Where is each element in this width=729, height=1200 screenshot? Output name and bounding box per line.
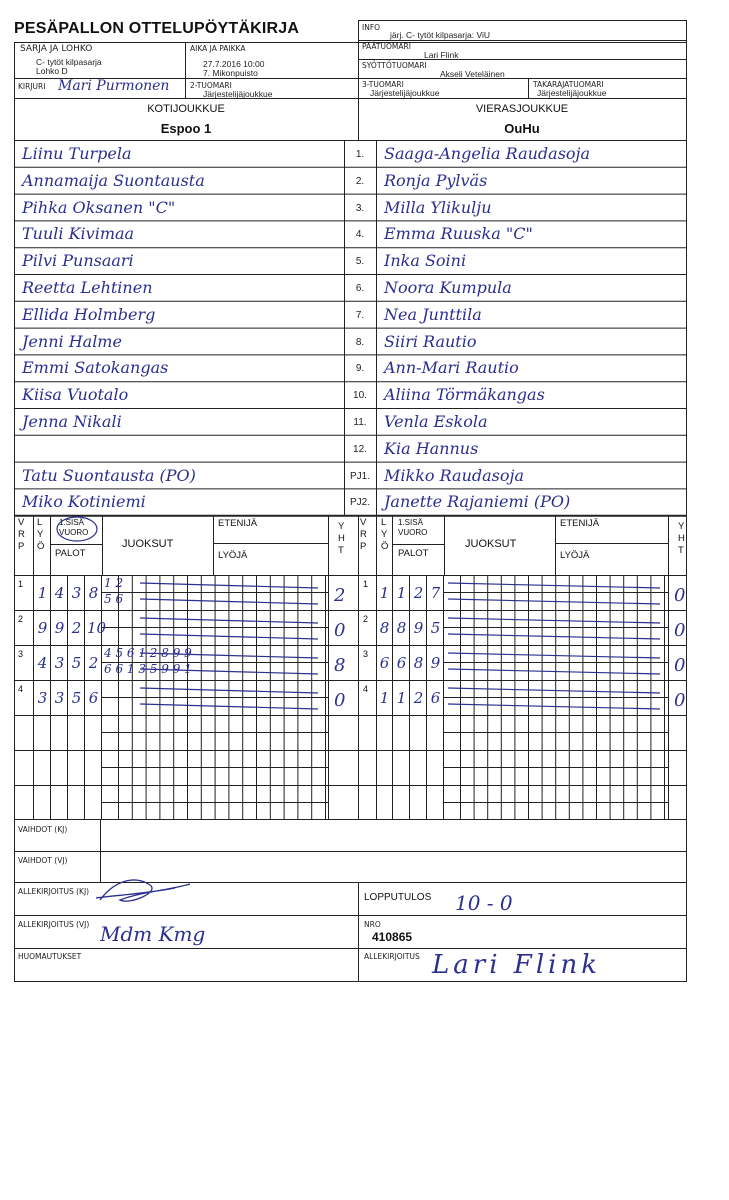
umpire3-value: Järjestelijäjoukkue (370, 88, 440, 98)
time-place-label: AIKA JA PAIKKA (190, 44, 246, 53)
away-player-name: Venla Eskola (384, 412, 488, 431)
head-umpire-label: PÄÄTUOMARI (362, 42, 411, 51)
info-label: INFO (362, 23, 381, 32)
home-inning-lyo: 4 (37, 654, 48, 672)
home-inning-total: 8 (334, 655, 346, 676)
subs-away-label: VAIHDOT (VJ) (18, 856, 68, 865)
nro-label: NRO (364, 920, 381, 929)
home-inning-vrp: 3 (18, 649, 24, 659)
player-number: PJ1. (349, 470, 370, 482)
home-inning-p3: 6 (88, 689, 99, 707)
nro-value: 410865 (372, 930, 413, 944)
home-inning-lyo: 3 (37, 689, 48, 707)
away-inning-vrp: 2 (363, 614, 369, 624)
away-inning-total: 0 (674, 585, 686, 606)
away-juoksut-header: JUOKSUT (465, 538, 517, 550)
home-player-name: Pilvi Punsaari (22, 251, 134, 271)
home-inning-vrp: 4 (18, 684, 24, 694)
info-value: järj. C- tytöt kilpasarja: ViU (390, 30, 490, 40)
back-umpire-value: Järjestelijäjoukkue (537, 88, 607, 98)
home-inning-p2: 5 (71, 689, 82, 707)
home-juoksut-header: JUOKSUT (122, 538, 174, 550)
sign-home-label: ALLEKIRJOITUS (KJ) (18, 887, 90, 896)
away-inning-vrp: 1 (363, 579, 369, 589)
home-player-name: Miko Kotiniemi (22, 492, 146, 512)
home-inning-p1: 4 (54, 584, 65, 602)
home-inning-p2: 5 (71, 654, 82, 672)
head-umpire-value: Lari Flink (424, 50, 459, 60)
home-inning-p1: 3 (54, 689, 65, 707)
away-inning-lyo: 6 (379, 654, 390, 672)
home-inning-p1: 9 (54, 619, 65, 637)
home-yht-header: Y H T (338, 521, 345, 556)
away-inning-p3: 5 (430, 619, 441, 637)
home-player-name: Tuuli Kivimaa (22, 224, 135, 244)
player-number: PJ2. (349, 497, 370, 509)
away-player-name: Milla Ylikulju (384, 197, 492, 217)
away-player-name: Saaga-Angelia Raudasoja (384, 144, 591, 163)
home-inning-p3: 10 (87, 619, 107, 637)
home-inning-p2: 2 (71, 619, 82, 637)
away-inning-p1: 1 (396, 584, 407, 602)
away-player-name: Noora Kumpula (384, 278, 512, 297)
home-lyo-header: L Y Ö (37, 517, 45, 552)
final-value: 10 - 0 (455, 891, 513, 915)
date-value: 27.7.2016 10:00 (203, 59, 265, 69)
away-inning-lyo: 1 (379, 689, 390, 707)
away-sisa-header: 1.SISÄ VUORO (398, 518, 428, 537)
home-inning-p2: 3 (71, 584, 82, 602)
home-inning-runs-top: 1 2 (104, 576, 124, 590)
away-lyo-header: L Y Ö (381, 517, 389, 552)
home-inning-runs-bottom: 5 6 (104, 592, 124, 606)
away-inning-total: 0 (674, 655, 686, 676)
home-sisa-header: 1.SISÄ VUORO (59, 518, 89, 537)
pitch-umpire-label: SYÖTTÖTUOMARI (362, 61, 427, 70)
player-number: 3. (355, 202, 365, 214)
sign-value: Lari Flink (432, 950, 601, 980)
player-number: 8. (355, 336, 365, 348)
away-player-name: Ronja Pylväs (384, 170, 488, 190)
sign-away-label: ALLEKIRJOITUS (VJ) (18, 920, 90, 929)
away-inning-p2: 2 (413, 584, 424, 602)
scorer-label: KIRJURI (18, 82, 46, 91)
umpire2-value: Järjestelijäjoukkue (203, 89, 273, 99)
home-inning-lyo: 9 (37, 619, 48, 637)
away-inning-p1: 6 (396, 654, 407, 672)
home-inning-p3: 8 (88, 584, 99, 602)
away-inning-vrp: 4 (363, 684, 369, 694)
away-player-name: Ann-Mari Rautio (384, 358, 519, 378)
away-inning-p1: 1 (396, 689, 407, 707)
away-inning-total: 0 (674, 620, 686, 641)
home-lyoja-header: LYÖJÄ (218, 550, 248, 561)
player-number: 9. (355, 363, 365, 375)
home-player-name: Ellida Holmberg (22, 304, 156, 324)
home-inning-vrp: 2 (18, 614, 24, 624)
away-player-name: Siiri Rautio (384, 331, 477, 351)
home-player-name: Reetta Lehtinen (22, 278, 153, 297)
home-team-name: Espoo 1 (160, 121, 212, 136)
player-number: 2. (355, 175, 365, 187)
home-player-name: Liinu Turpela (22, 144, 132, 163)
back-umpire-label: TAKARAJATUOMARI (533, 80, 604, 89)
home-inning-total: 2 (334, 585, 346, 606)
away-inning-p2: 8 (413, 654, 424, 672)
away-inning-lyo: 1 (379, 584, 390, 602)
home-player-name: Tatu Suontausta (PO) (22, 465, 196, 485)
away-inning-total: 0 (674, 690, 686, 711)
series-value: C- tytöt kilpasarja (36, 57, 102, 67)
home-inning-p1: 3 (54, 654, 65, 672)
home-player-name: Annamaija Suontausta (22, 170, 205, 190)
home-eteni-header: ETENIJÄ (218, 518, 258, 529)
player-number: 12. (353, 443, 367, 455)
umpire2-label: 2-TUOMARI (190, 81, 232, 90)
home-team-label: KOTIJOUKKUE (147, 103, 225, 115)
away-player-name: Janette Rajaniemi (PO) (384, 492, 571, 512)
series-group: Lohko D (36, 66, 68, 76)
home-player-name: Jenna Nikali (22, 412, 122, 431)
home-inning-runs-top: 4 5 6 1 2 8 9 9 (104, 646, 192, 660)
place-value: 7. Mikonpuisto (203, 68, 258, 78)
sign-label: ALLEKIRJOITUS (364, 952, 420, 961)
away-player-name: Inka Soini (384, 251, 467, 271)
player-number: 7. (355, 309, 365, 321)
player-number: 6. (355, 283, 365, 294)
away-eteni-header: ETENIJÄ (560, 518, 600, 529)
away-team-label: VIERASJOUKKUE (475, 103, 569, 115)
away-palot-header: PALOT (398, 548, 429, 559)
home-player-name: Jenni Halme (22, 331, 122, 351)
away-inning-p3: 9 (430, 654, 441, 672)
scorer-value: Mari Purmonen (58, 78, 170, 94)
away-player-name: Aliina Törmäkangas (384, 385, 545, 405)
away-signature: Mdm Kmg (100, 922, 206, 946)
player-number: 10. (353, 390, 367, 402)
final-label: LOPPUTULOS (364, 892, 432, 903)
home-player-name: Pihka Oksanen "C" (22, 197, 176, 217)
home-signature (96, 880, 190, 901)
pitch-umpire-value: Akseli Veteläinen (440, 69, 505, 79)
home-player-name: Kiisa Vuotalo (22, 385, 129, 405)
player-number: 5. (355, 256, 365, 268)
home-inning-p3: 2 (88, 654, 99, 672)
away-player-name: Kia Hannus (384, 438, 479, 458)
form-title: PESÄPALLON OTTELUPÖYTÄKIRJA (14, 20, 300, 37)
away-inning-p2: 2 (413, 689, 424, 707)
away-player-name: Mikko Raudasoja (384, 465, 524, 485)
home-vrp-header: V R P (18, 517, 25, 552)
away-lyoja-header: LYÖJÄ (560, 550, 590, 561)
home-inning-vrp: 1 (18, 579, 24, 589)
home-inning-total: 0 (334, 620, 346, 641)
home-palot-header: PALOT (55, 548, 86, 559)
series-label: SARJA JA LOHKO (20, 44, 93, 54)
away-inning-p1: 8 (396, 619, 407, 637)
remarks-label: HUOMAUTUKSET (18, 952, 82, 961)
player-number: 1. (355, 149, 365, 160)
away-team-name: OuHu (504, 121, 540, 136)
player-number: 11. (353, 417, 367, 428)
away-yht-header: Y H T (678, 521, 685, 556)
away-inning-vrp: 3 (363, 649, 369, 659)
player-number: 4. (355, 229, 365, 241)
away-vrp-header: V R P (360, 517, 367, 552)
home-inning-lyo: 1 (37, 584, 48, 602)
away-player-name: Emma Ruuska "C" (384, 224, 533, 244)
home-inning-total: 0 (334, 690, 346, 711)
umpire3-label: 3-TUOMARI (362, 80, 404, 89)
away-player-name: Nea Junttila (384, 304, 482, 324)
subs-home-label: VAIHDOT (KJ) (18, 825, 68, 834)
home-inning-runs-bottom: 6 6 1 3 5 9 9 1 (104, 662, 192, 676)
away-inning-p2: 9 (413, 619, 424, 637)
away-inning-lyo: 8 (379, 619, 390, 637)
away-inning-p3: 6 (430, 689, 441, 707)
home-player-name: Emmi Satokangas (22, 358, 169, 378)
away-inning-p3: 7 (430, 584, 441, 602)
